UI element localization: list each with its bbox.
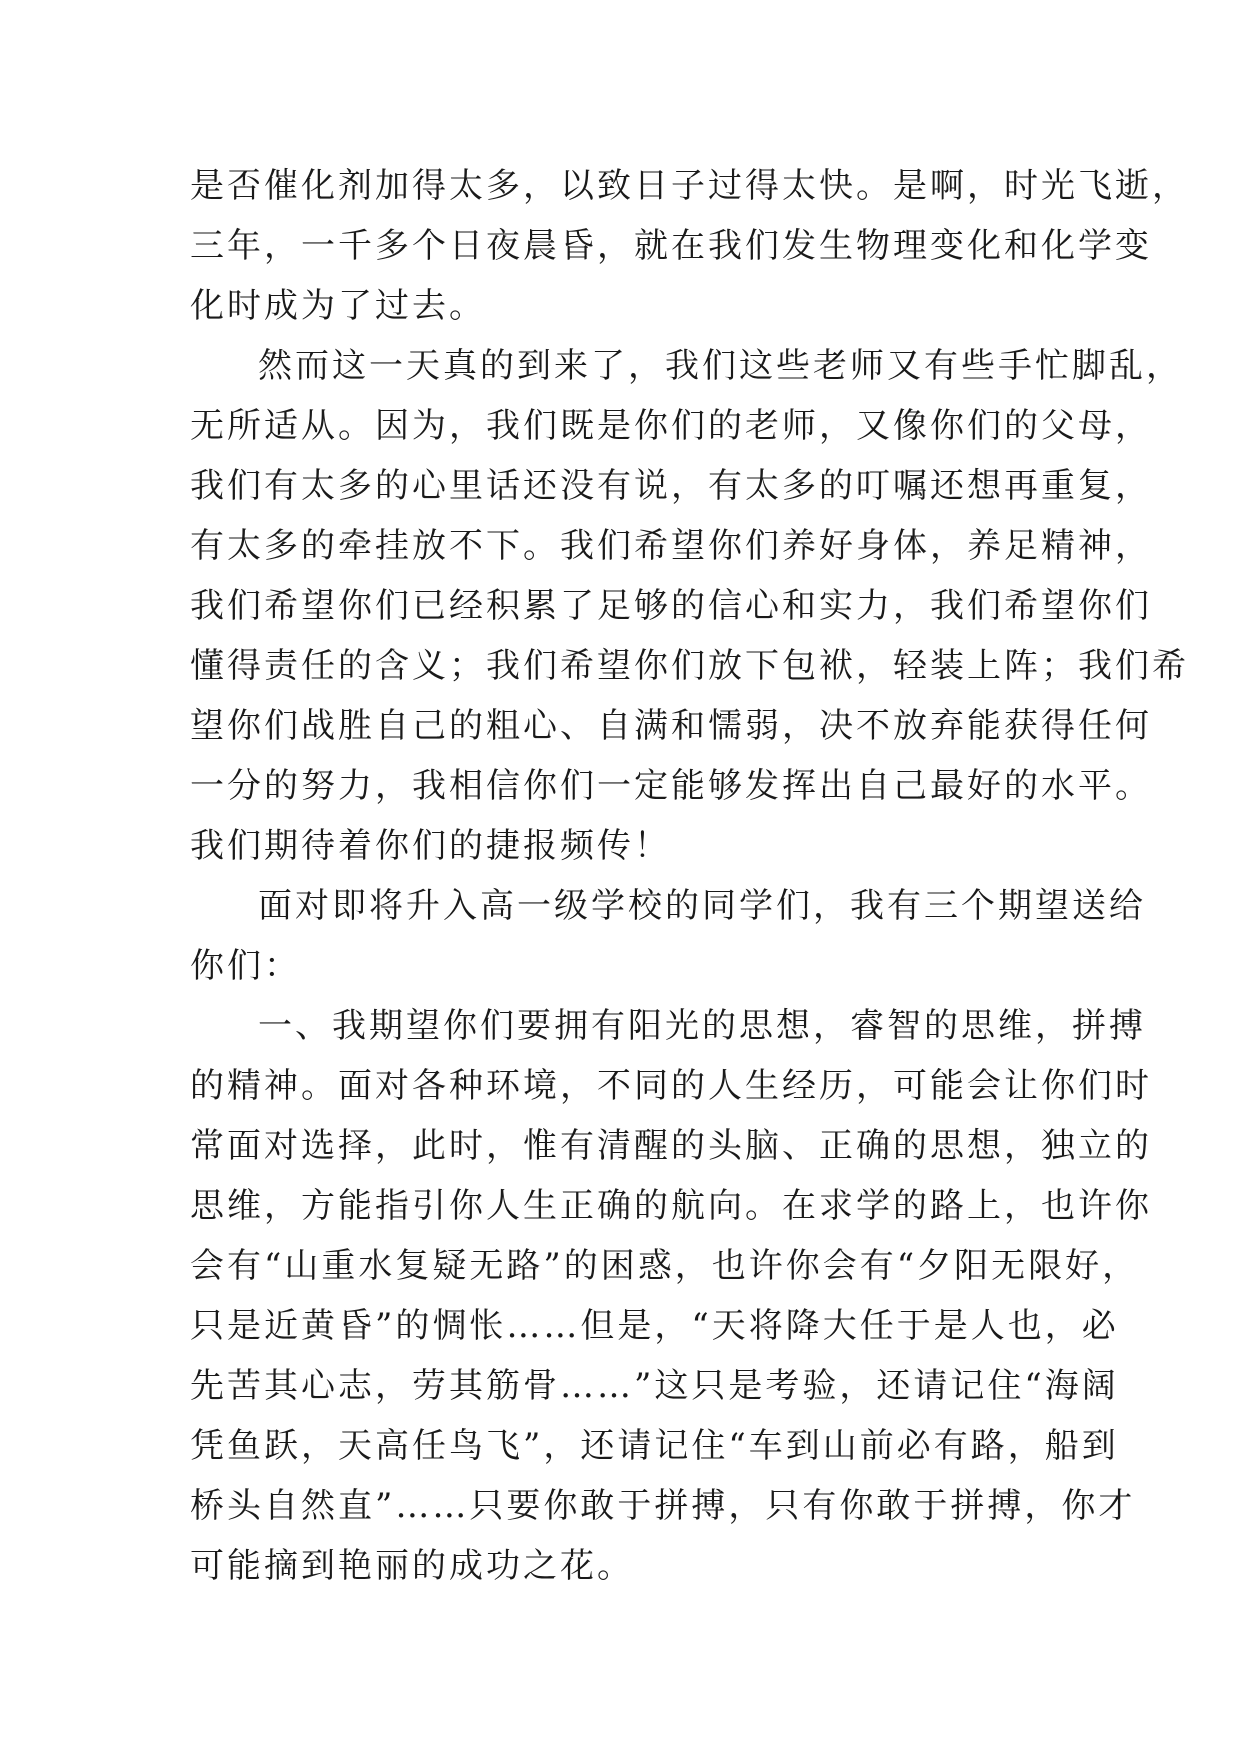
text-line: 是否催化剂加得太多，以致日子过得太快。是啊，时光飞逝， xyxy=(190,166,1189,206)
text-line: 可能摘到艳丽的成功之花。 xyxy=(190,1546,634,1586)
text-line: 桥头自然直”……只要你敢于拼搏，只有你敢于拼搏，你才 xyxy=(190,1486,1136,1526)
text-line: 懂得责任的含义；我们希望你们放下包袱，轻装上阵；我们希 xyxy=(190,646,1189,686)
text-line: 会有“山重水复疑无路”的困惑，也许你会有“夕阳无限好， xyxy=(190,1246,1140,1286)
text-line: 凭鱼跃，天高任鸟飞”，还请记住“车到山前必有路，船到 xyxy=(190,1426,1119,1466)
text-line: 只是近黄昏”的惆怅……但是，“天将降大任于是人也，必 xyxy=(190,1306,1119,1346)
body-text xyxy=(190,156,1189,1596)
text-line: 三年，一千多个日夜晨昏，就在我们发生物理变化和化学变 xyxy=(190,226,1152,266)
text-line: 常面对选择，此时，惟有清醒的头脑、正确的思想，独立的 xyxy=(190,1126,1152,1166)
text-line: 先苦其心志，劳其筋骨……”这只是考验，还请记住“海阔 xyxy=(190,1366,1119,1406)
text-line: 一、我期望你们要拥有阳光的思想，睿智的思维，拼搏 xyxy=(258,1006,1146,1046)
text-line: 一分的努力，我相信你们一定能够发挥出自己最好的水平。 xyxy=(190,766,1152,806)
text-line: 化时成为了过去。 xyxy=(190,286,486,326)
text-line: 我们希望你们已经积累了足够的信心和实力，我们希望你们 xyxy=(190,586,1152,626)
text-line: 的精神。面对各种环境，不同的人生经历，可能会让你们时 xyxy=(190,1066,1152,1106)
text-line: 你们： xyxy=(190,946,301,986)
text-line: 我们有太多的心里话还没有说，有太多的叮嘱还想再重复， xyxy=(190,466,1152,506)
text-line: 望你们战胜自己的粗心、自满和懦弱，决不放弃能获得任何 xyxy=(190,706,1152,746)
text-line: 无所适从。因为，我们既是你们的老师，又像你们的父母， xyxy=(190,406,1152,446)
text-line: 面对即将升入高一级学校的同学们，我有三个期望送给 xyxy=(258,886,1146,926)
text-line: 然而这一天真的到来了，我们这些老师又有些手忙脚乱， xyxy=(258,346,1183,386)
text-line: 思维，方能指引你人生正确的航向。在求学的路上，也许你 xyxy=(190,1186,1152,1226)
text-line: 我们期待着你们的捷报频传！ xyxy=(190,826,671,866)
text-line: 有太多的牵挂放不下。我们希望你们养好身体，养足精神， xyxy=(190,526,1152,566)
